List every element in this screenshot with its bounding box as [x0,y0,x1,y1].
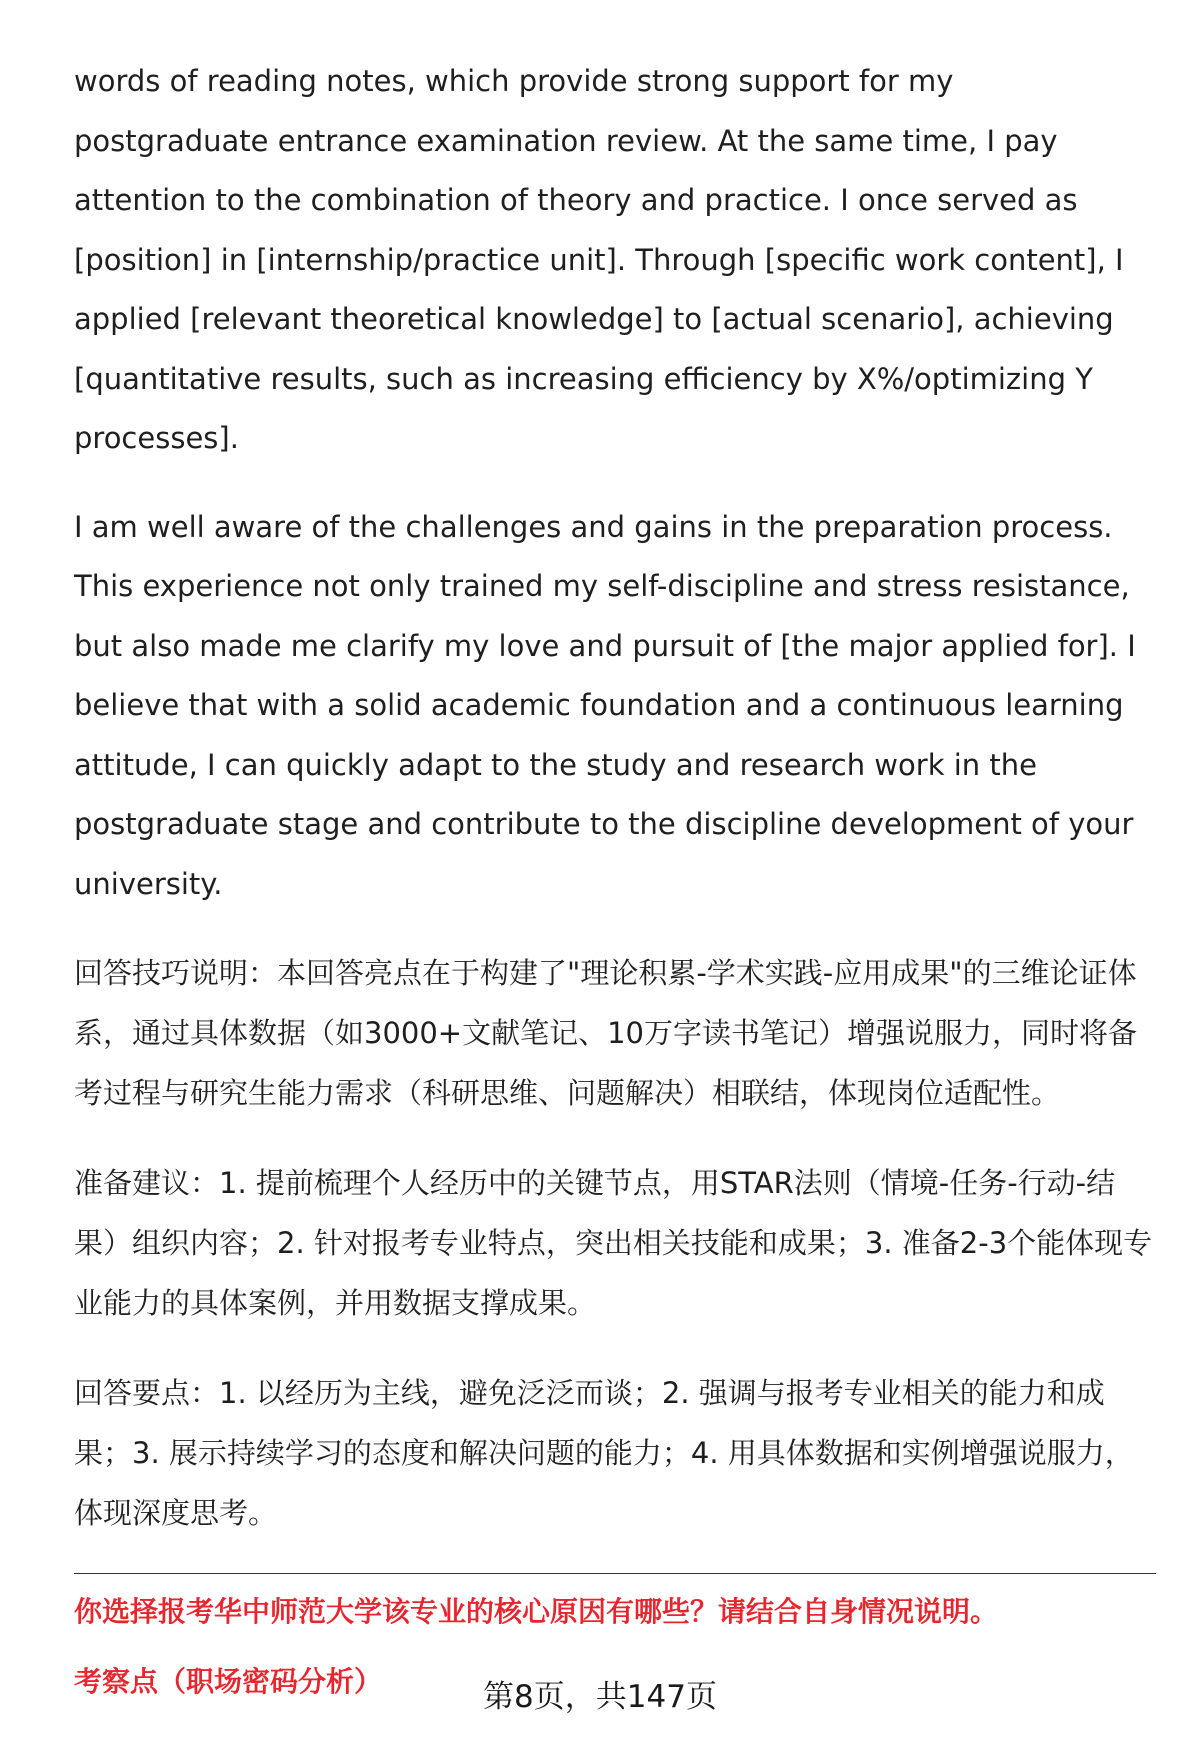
document-body [74,52,1156,1702]
answer-keypoints-note: 回答要点：1. 以经历为主线，避免泛泛而谈；2. 强调与报考专业相关的能力和成果；3. 展示持续学习的态度和解决问题的能力；4. 用具体数据和实例增强说服力，体现深度思考。 [74,1376,1134,1530]
section-divider [74,1573,1156,1574]
next-question-heading: 你选择报考华中师范大学该专业的核心原因有哪些？请结合自身情况说明。 [74,1595,999,1628]
answer-tips-note: 回答技巧说明：本回答亮点在于构建了"理论积累-学术实践-应用成果"的三维论证体系，通过具体数据（如3000+文献笔记、10万字读书笔记）增强说服力，同时将备考过程与研究生能力需求（科研思维、问题解决）相联结，体现岗位适配性。 [74,956,1138,1110]
preparation-advice-note: 准备建议：1. 提前梳理个人经历中的关键节点，用STAR法则（情境-任务-行动-结果）组织内容；2. 针对报考专业特点，突出相关技能和成果；3. 准备2-3个能体现专业能力的具体案例，并用数据支撑成果。 [74,1166,1153,1320]
answer-paragraph-1: words of reading notes, which provide strong support for my postgraduate entrance examination review. At the same time, I pay attention to the combination of theory and practice. I once served as [position] in [internship/practice unit]. Through [specific work content], I applied [relevant theoretical knowledge] to [actual scenario], achieving [quantitative results, such as increasing efficiency by X%/optimizing Y processes]. [74,64,1124,455]
answer-paragraph-2: I am well aware of the challenges and gains in the preparation process. This experience not only trained my self-discipline and stress resistance, but also made me clarify my love and pursuit of [the major applied for]. I believe that with a solid academic foundation and a continuous learning attitude, I can quickly adapt to the study and research work in the postgraduate stage and contribute to the discipline development of your university. [74,509,1136,901]
examination-point-label: 考察点（职场密码分析） [74,1665,383,1698]
page-number-footer: 第8页，共147页 [483,1679,717,1715]
